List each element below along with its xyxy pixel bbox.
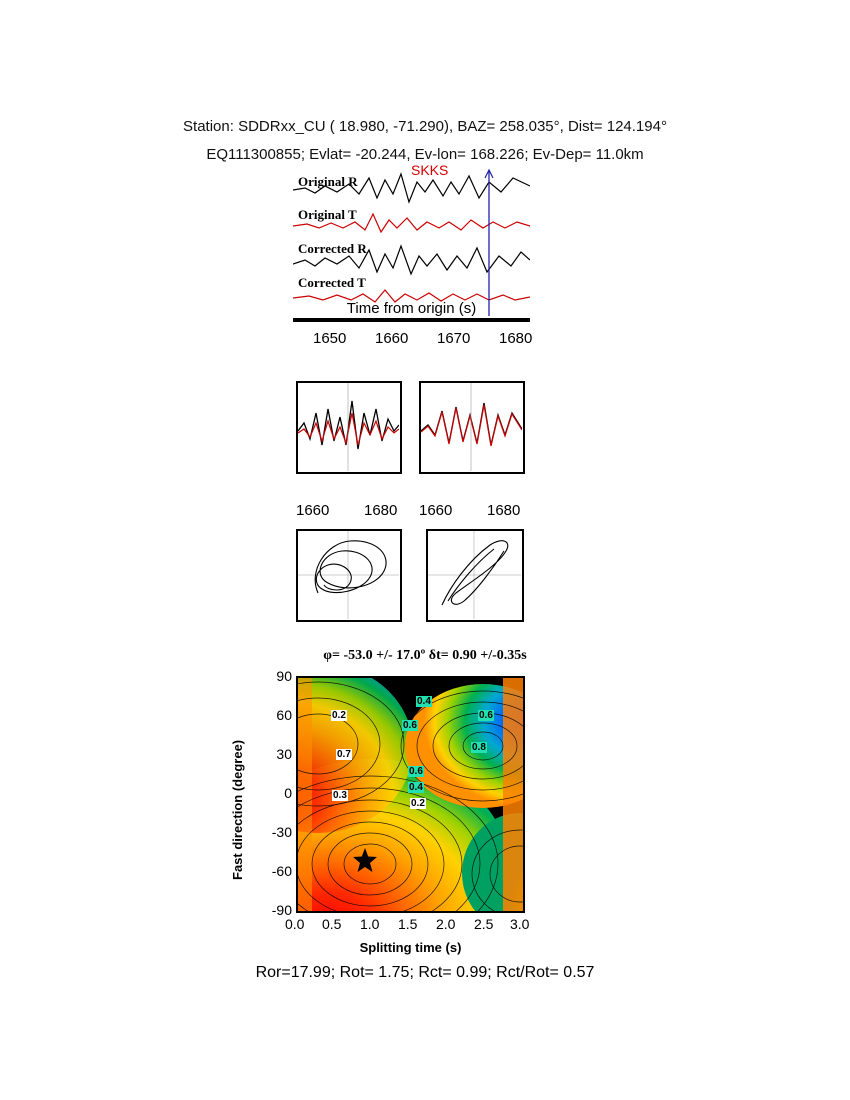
- time-axis-ticks: [283, 330, 543, 350]
- x-tick-6: 3.0: [510, 916, 530, 932]
- contour-label-0: 0.2: [332, 710, 346, 721]
- time-tick-0: 1650: [313, 330, 347, 347]
- error-surface-contour-plot: [296, 676, 525, 913]
- phase-marker-label: SKKS: [411, 162, 449, 178]
- contour-x-axis-title: Splitting time (s): [359, 940, 462, 955]
- contour-x-ticks: [270, 916, 550, 936]
- contour-label-9: 0.2: [411, 798, 425, 809]
- y-tick-5: -60: [271, 863, 292, 879]
- station-header-line: Station: SDDRxx_CU ( 18.980, -71.290), BAZ= 258.035°, Dist= 124.194°: [183, 118, 667, 135]
- time-tick-1: 1660: [375, 330, 409, 347]
- time-axis-label: Time from origin (s): [346, 300, 477, 317]
- waveform-panel: [293, 162, 530, 318]
- event-header-line: EQ111300855; Evlat= -20.244, Ev-lon= 168.226; Ev-Dep= 11.0km: [206, 146, 644, 163]
- box-left-tick-1: 1680: [364, 502, 398, 519]
- x-tick-3: 1.5: [398, 916, 418, 932]
- trace-label-corrected-r: Corrected R: [298, 241, 367, 256]
- y-tick-2: 30: [276, 746, 292, 762]
- contour-label-1: 0.4: [417, 696, 431, 707]
- time-tick-3: 1680: [499, 330, 533, 347]
- particle-motion-corrected: [426, 529, 524, 622]
- x-tick-2: 1.0: [360, 916, 380, 932]
- waveform-box-corrected: [419, 381, 525, 474]
- trace-label-original-t: Original T: [298, 207, 357, 222]
- trace-label-original-r: Original R: [298, 174, 358, 189]
- trace-label-corrected-t: Corrected T: [298, 275, 366, 290]
- time-axis-line: [293, 318, 530, 322]
- contour-label-3: 0.6: [403, 720, 417, 731]
- time-tick-2: 1670: [437, 330, 471, 347]
- contour-y-axis-title: Fast direction (degree): [230, 739, 245, 880]
- contour-label-8: 0.3: [333, 790, 347, 801]
- box-right-tick-1: 1680: [487, 502, 521, 519]
- contour-label-5: 0.7: [337, 749, 351, 760]
- particle-motion-uncorrected: [296, 529, 402, 622]
- y-tick-4: -30: [271, 824, 292, 840]
- y-tick-6: -90: [271, 902, 292, 918]
- contour-label-2: 0.6: [479, 710, 493, 721]
- y-tick-3: 0: [284, 785, 292, 801]
- contour-label-6: 0.6: [409, 766, 423, 777]
- contour-y-ticks: [250, 668, 292, 918]
- x-tick-0: 0.0: [285, 916, 305, 932]
- x-tick-1: 0.5: [322, 916, 342, 932]
- x-tick-4: 2.0: [436, 916, 456, 932]
- splitting-result-label: φ= -53.0 +/- 17.0º δt= 0.90 +/-0.35s: [323, 648, 527, 663]
- quality-metrics-footer: Ror=17.99; Rot= 1.75; Rct= 0.99; Rct/Rot= 0.57: [255, 964, 595, 981]
- contour-label-7: 0.4: [409, 782, 423, 793]
- y-tick-0: 90: [276, 668, 292, 684]
- x-tick-5: 2.5: [474, 916, 494, 932]
- waveform-box-uncorrected: [296, 381, 402, 474]
- y-tick-1: 60: [276, 707, 292, 723]
- contour-label-4: 0.8: [472, 742, 486, 753]
- box-right-tick-0: 1660: [419, 502, 453, 519]
- box-left-tick-0: 1660: [296, 502, 330, 519]
